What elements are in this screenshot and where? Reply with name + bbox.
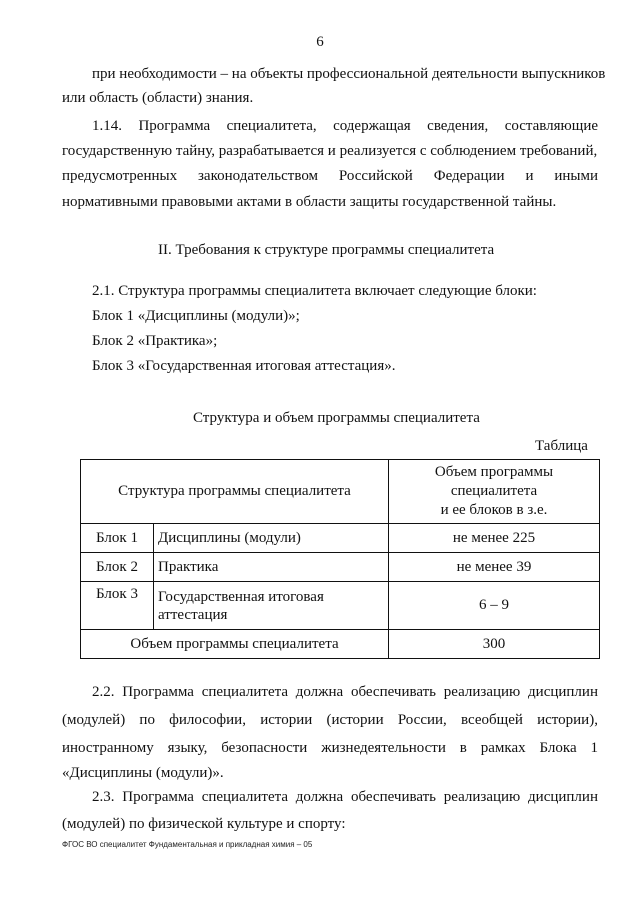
header-volume-line: специалитета xyxy=(450,483,538,499)
block-list-item: Блок 3 «Государственная итоговая аттестация». xyxy=(92,358,396,374)
block-name: Дисциплины (модули) xyxy=(154,524,389,553)
word: специалитета xyxy=(201,684,288,700)
word: сведения, xyxy=(427,118,489,134)
word: истории xyxy=(260,712,313,728)
header-volume-line: и ее блоков в з.е. xyxy=(440,502,548,518)
word: иными xyxy=(554,168,598,184)
word: по xyxy=(139,712,155,728)
section-heading: II. Требования к структуре программы специалитета xyxy=(158,242,495,258)
word: философии, xyxy=(169,712,246,728)
word: безопасности xyxy=(221,740,308,756)
block-list-item: Блок 1 «Дисциплины (модули)»; xyxy=(92,308,300,324)
block-code: Блок 3 xyxy=(81,582,154,630)
paragraph-2-2-line-4: «Дисциплины (модули)». xyxy=(62,765,224,781)
block-code: Блок 1 xyxy=(81,524,154,553)
word: обеспечивать xyxy=(350,789,437,805)
block-value: не менее 225 xyxy=(389,524,600,553)
paragraph-2-2-line-1 xyxy=(92,684,598,701)
word: иностранному xyxy=(62,740,154,756)
paragraph-line: при необходимости – на объекты профессиональной деятельности выпускников xyxy=(92,66,606,82)
block-code: Блок 2 xyxy=(81,553,154,582)
paragraph-1-14-line-4: нормативными правовыми актами в области защиты государственной тайны. xyxy=(62,194,557,210)
block-value: 6 – 9 xyxy=(389,582,600,630)
block-value: не менее 39 xyxy=(389,553,600,582)
paragraph-2-1-intro: 2.1. Структура программы специалитета включает следующие блоки: xyxy=(92,283,537,299)
table-label: Таблица xyxy=(535,438,588,454)
word: всеобщей xyxy=(461,712,523,728)
word: дисциплин xyxy=(528,789,598,805)
word: России, xyxy=(397,712,447,728)
word: истории), xyxy=(537,712,598,728)
word: реализацию xyxy=(443,789,521,805)
word: содержащая xyxy=(333,118,411,134)
word: должна xyxy=(295,789,344,805)
header-volume-line: Объем программы xyxy=(434,464,554,480)
word: реализацию xyxy=(443,684,521,700)
word: Программа xyxy=(122,684,194,700)
table-row xyxy=(81,582,600,630)
word: в xyxy=(459,740,467,756)
word: обеспечивать xyxy=(350,684,437,700)
page-number: 6 xyxy=(316,34,324,50)
paragraph-2-3-line-1 xyxy=(92,789,598,806)
header-volume xyxy=(389,460,600,524)
word: языку, xyxy=(167,740,208,756)
paragraph-1-14-line-1 xyxy=(92,118,598,135)
word: предусмотренных xyxy=(62,168,178,184)
word: дисциплин xyxy=(528,684,598,700)
paragraph-2-2-line-2 xyxy=(62,712,598,729)
word: и xyxy=(525,168,534,184)
total-value: 300 xyxy=(389,630,600,659)
word: 1 xyxy=(590,740,598,756)
block-name: Практика xyxy=(154,553,389,582)
block-name-line: аттестация xyxy=(158,606,228,623)
word: 2.2. xyxy=(92,684,115,700)
table-total-row xyxy=(81,630,600,659)
table-row xyxy=(81,524,600,553)
word: 1.14. xyxy=(92,118,122,134)
word: Российской xyxy=(338,168,413,184)
word: Федерации xyxy=(433,168,505,184)
paragraph-line: или область (области) знания. xyxy=(62,90,254,106)
word: рамках xyxy=(480,740,526,756)
word: законодательством xyxy=(197,168,319,184)
header-structure: Структура программы специалитета xyxy=(81,460,389,524)
table-title: Структура и объем программы специалитета xyxy=(193,410,480,426)
paragraph-2-3-line-2: (модулей) по физической культуре и спорту: xyxy=(62,816,346,832)
word: жизнедеятельности xyxy=(321,740,446,756)
word: Блока xyxy=(539,740,577,756)
page-footer: ФГОС ВО специалитет Фундаментальная и прикладная химия – 05 xyxy=(62,840,313,849)
word: составляющие xyxy=(504,118,598,134)
block-list-item: Блок 2 «Практика»; xyxy=(92,333,218,349)
paragraph-1-14-line-3 xyxy=(62,168,598,185)
paragraph-1-14-line-2: государственную тайну, разрабатывается и реализуется с соблюдением требований, xyxy=(62,143,598,159)
total-label: Объем программы специалитета xyxy=(81,630,389,659)
word: специалитета, xyxy=(226,118,317,134)
structure-table xyxy=(80,459,600,659)
block-name xyxy=(154,582,389,630)
word: Программа xyxy=(122,789,194,805)
word: специалитета xyxy=(201,789,288,805)
paragraph-2-2-line-3 xyxy=(62,740,598,757)
word: (модулей) xyxy=(62,712,126,728)
table-header-row xyxy=(81,460,600,524)
word: должна xyxy=(295,684,344,700)
word: 2.3. xyxy=(92,789,115,805)
word: (истории xyxy=(326,712,384,728)
word: Программа xyxy=(138,118,211,134)
table-row xyxy=(81,553,600,582)
block-name-line: Государственная итоговая xyxy=(158,588,324,605)
